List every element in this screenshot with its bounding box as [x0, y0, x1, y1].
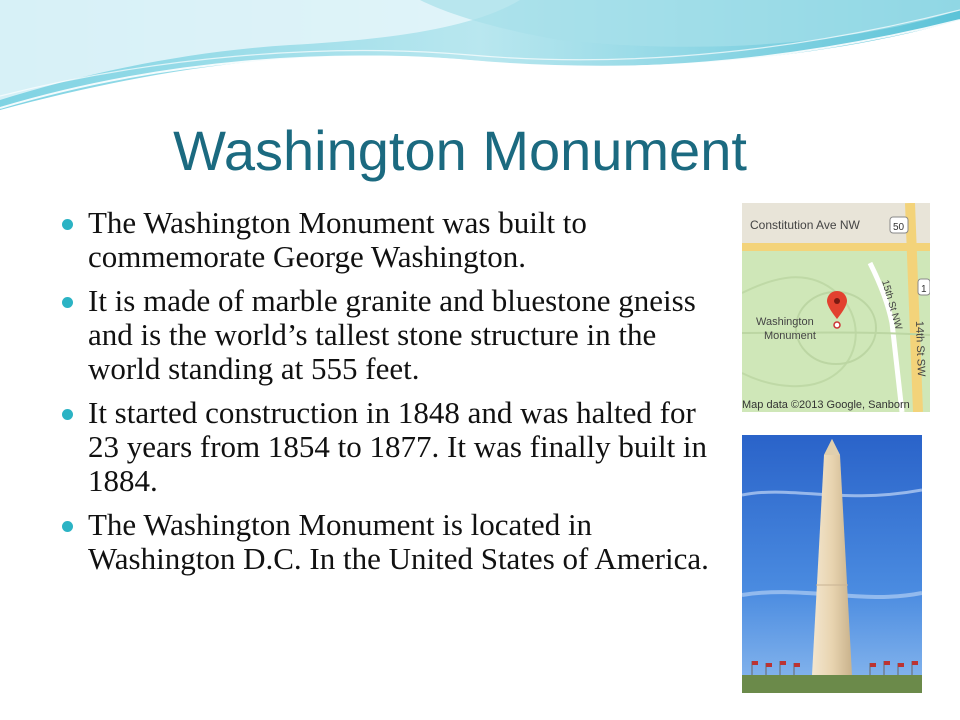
bullet-text: It started construction in 1848 and was halted for 23 years from 1854 to 1877. It was finally built in 1884.	[88, 395, 708, 498]
bullet-list	[60, 206, 732, 586]
bullet-icon	[62, 409, 73, 420]
bullet-icon	[62, 297, 73, 308]
list-item	[60, 284, 732, 386]
bullet-text: The Washington Monument was built to commemorate George Washington.	[88, 205, 587, 274]
slide-title: Washington Monument	[173, 119, 747, 182]
route-shield-label: 1	[921, 284, 927, 295]
list-item	[60, 508, 732, 576]
bullet-text: The Washington Monument is located in Washington D.C. In the United States of America.	[88, 507, 709, 576]
map-street-label: 15th St NW	[879, 278, 904, 331]
bullet-icon	[62, 521, 73, 532]
list-item	[60, 396, 732, 498]
map-attribution: Map data ©2013 Google, Sanborn	[742, 399, 910, 411]
header-wave-decoration	[0, 0, 960, 130]
monument-photo	[742, 435, 922, 693]
bullet-text: It is made of marble granite and bluestone gneiss and is the world’s tallest stone structure in the world standing at 555 feet.	[88, 283, 696, 386]
map-street-label: Constitution Ave NW	[750, 218, 860, 232]
bullet-icon	[62, 219, 73, 230]
route-shield-label: 50	[893, 222, 905, 233]
map-place-label: Monument	[764, 330, 816, 342]
list-item	[60, 206, 732, 274]
map-place-label: Washington	[756, 316, 814, 328]
map-street-label: 14th St SW	[913, 320, 927, 377]
location-map	[742, 203, 930, 412]
